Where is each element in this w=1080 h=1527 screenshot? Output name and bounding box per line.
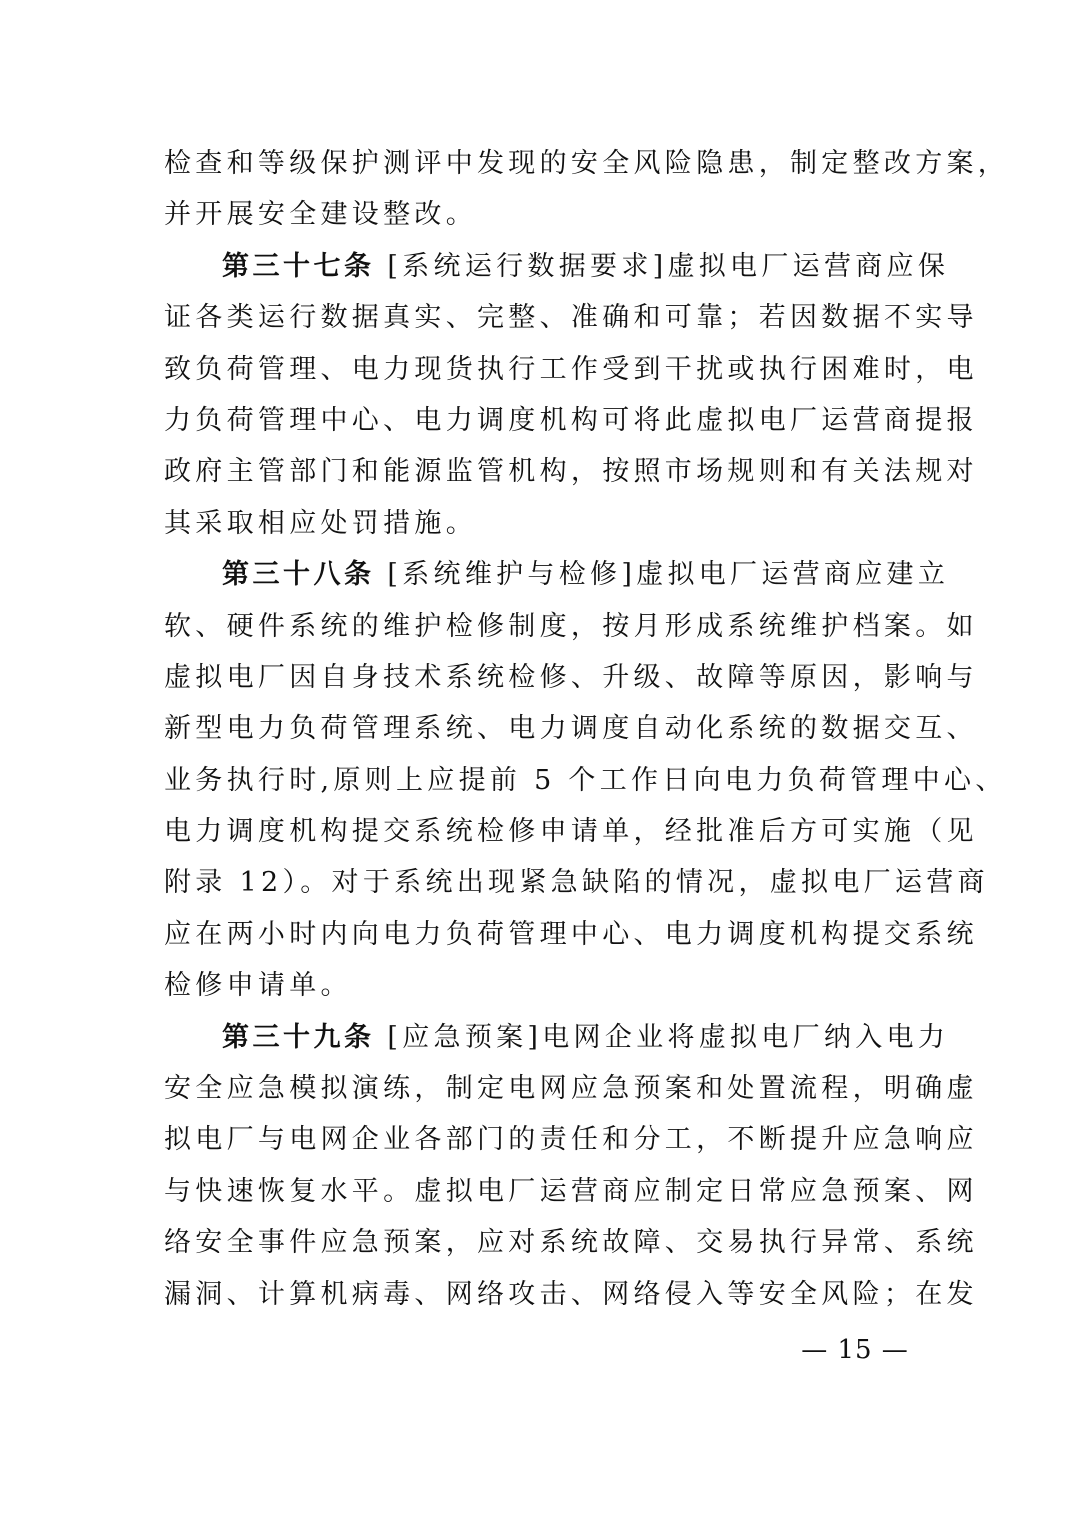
article-heading: 第三十七条 [222,250,375,282]
text-line [164,909,978,960]
line-text: 虚拟电厂因自身技术系统检修、升级、故障等原因，影响与 [164,661,978,693]
article-heading: 第三十八条 [222,559,375,591]
line-text: 与快速恢复水平。虚拟电厂运营商应制定日常应急预案、网 [164,1175,978,1207]
line-text: 证各类运行数据真实、完整、准确和可靠；若因数据不实导 [164,302,978,334]
body-text [164,138,1010,1320]
line-text: [系统维护与检修]虚拟电厂运营商应建立 [374,559,950,591]
text-line [164,806,978,857]
line-text: 业务执行时,原则上应提前 5 个工作日向电力负荷管理中心、 [164,764,1007,796]
text-line [164,601,978,652]
text-line [164,755,1007,806]
text-line [164,652,978,703]
text-line [164,446,978,497]
line-text: 附录 12）。对于系统出现紧急缺陷的情况，虚拟电厂运营商 [164,867,989,899]
line-text: 检修申请单。 [164,970,352,1002]
line-text: 新型电力负荷管理系统、电力调度自动化系统的数据交互、 [164,713,978,745]
line-text: 安全应急模拟演练，制定电网应急预案和处置流程，明确虚 [164,1073,978,1105]
text-line [164,857,989,908]
line-text: 应在两小时内向电力负荷管理中心、电力调度机构提交系统 [164,918,978,950]
line-text: 电力调度机构提交系统检修申请单，经批准后方可实施（见 [164,816,978,848]
article-heading: 第三十九条 [222,1021,375,1053]
article-38-first-line [164,549,950,600]
line-text: 力负荷管理中心、电力调度机构可将此虚拟电厂运营商提报 [164,404,978,436]
article-39-first-line [164,1012,950,1063]
text-line [164,703,978,754]
text-line [164,1114,978,1165]
text-line [164,189,924,240]
article-37-first-line [164,241,950,292]
text-line [164,292,978,343]
text-line [164,344,978,395]
line-text: 检查和等级保护测评中发现的安全风险隐患，制定整改方案， [164,148,1010,179]
text-line [164,395,978,446]
text-line [164,138,1010,189]
line-text: 漏洞、计算机病毒、网络攻击、网络侵入等安全风险；在发 [164,1278,978,1310]
page-number: — 15 — [801,1335,909,1365]
text-line [164,498,924,549]
line-text: 政府主管部门和能源监管机构，按照市场规则和有关法规对 [164,456,978,488]
line-text: 软、硬件系统的维护检修制度，按月形成系统维护档案。如 [164,610,978,642]
text-line [164,960,924,1011]
line-text: [系统运行数据要求]虚拟电厂运营商应保 [374,250,950,282]
line-text: 其采取相应处罚措施。 [164,507,477,539]
line-text: 致负荷管理、电力现货执行工作受到干扰或执行困难时，电 [164,353,978,385]
text-line [164,1217,978,1268]
line-text: [应急预案]电网企业将虚拟电厂纳入电力 [374,1021,950,1053]
text-line [164,1166,978,1217]
line-text: 络安全事件应急预案，应对系统故障、交易执行异常、系统 [164,1227,978,1259]
line-text: 并开展安全建设整改。 [164,199,477,231]
text-line [164,1269,978,1320]
text-line [164,1063,978,1114]
line-text: 拟电厂与电网企业各部门的责任和分工，不断提升应急响应 [164,1124,978,1156]
